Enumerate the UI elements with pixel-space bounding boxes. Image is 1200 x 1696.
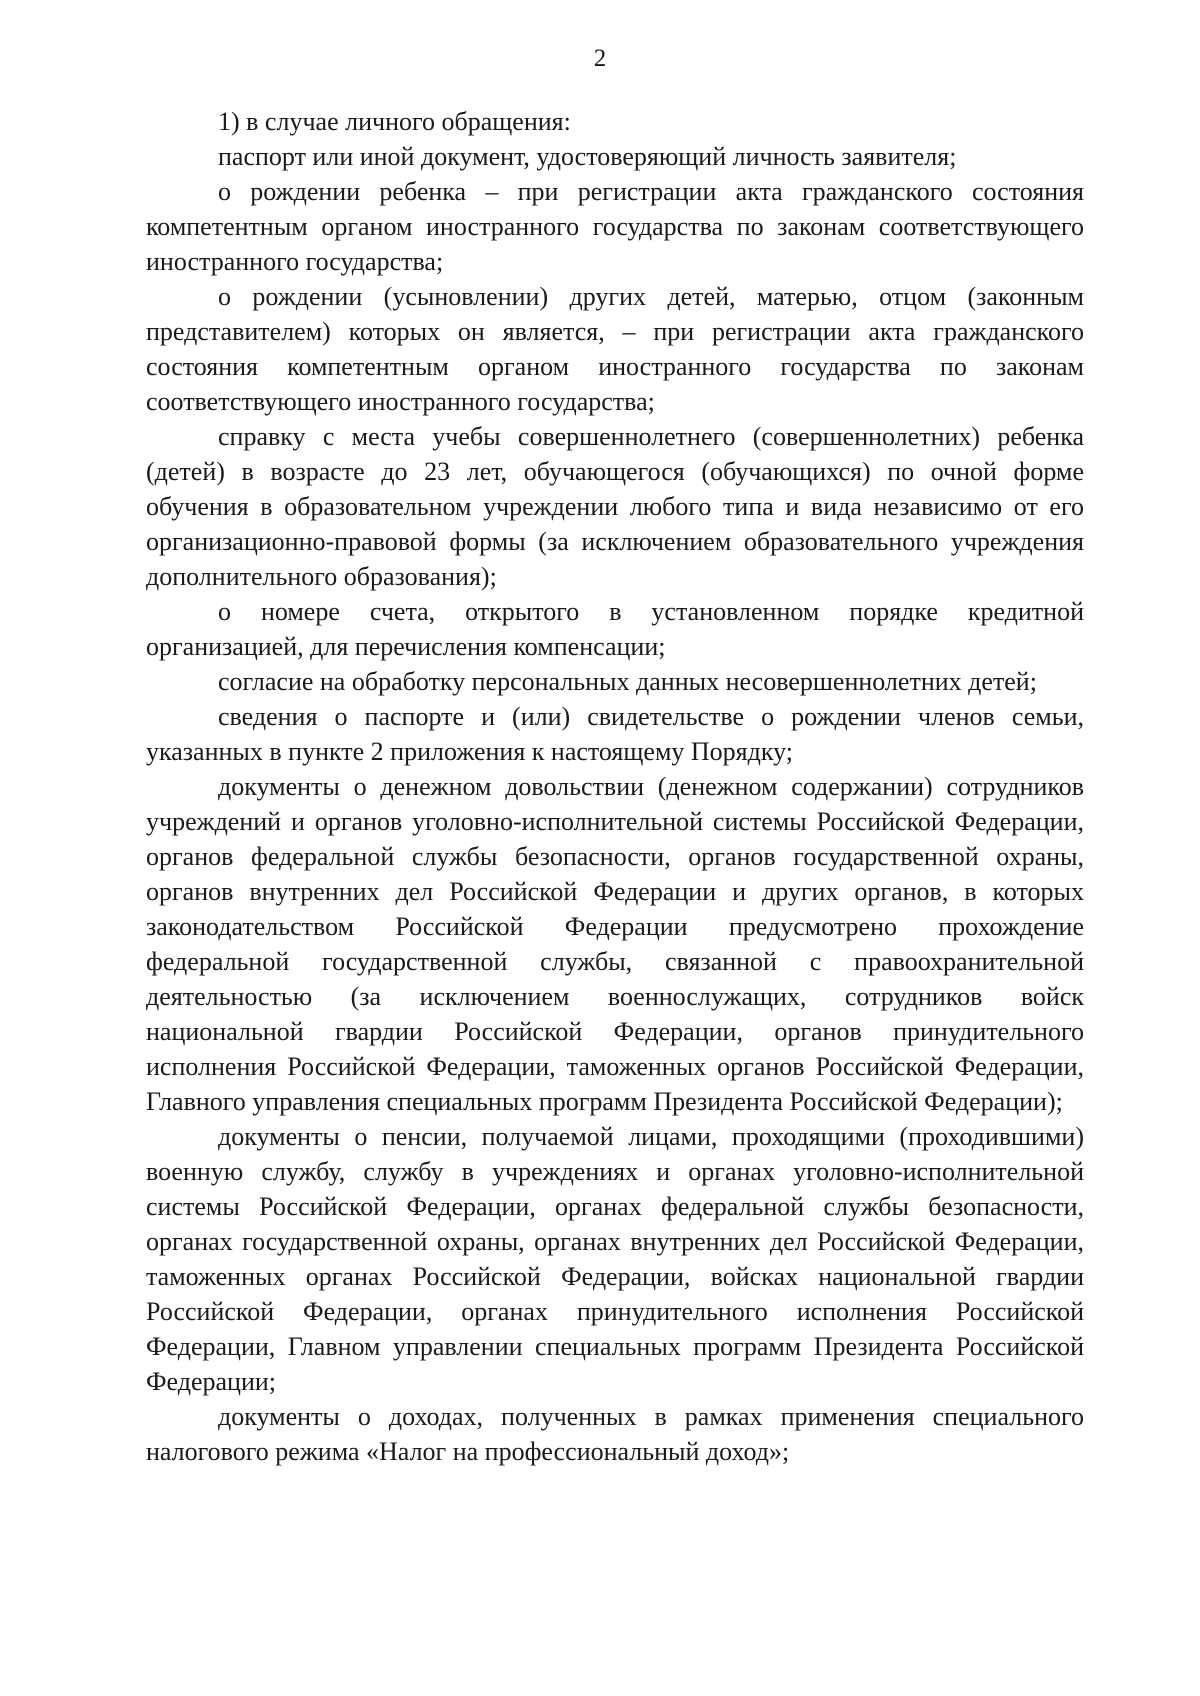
paragraph-allowance-documents: документы о денежном довольствии (денежном содержании) сотрудников учреждений и органов уголовно-исполнительной системы Российской Федерации, органов федеральной службы безопасности, органов государственной охраны, органов внутренних дел Российской Федерации и других органов, в которых законодательством Российской Федерации предусмотрено прохождение федеральной государственной службы, связанной с правоохранительной деятельностью (за исключением военнослужащих, сотрудников войск национальной гвардии Российской Федерации, органов принудительного исполнения Российской Федерации, таможенных органов Российской Федерации, Главного управления специальных программ Президента Российской Федерации); — [146, 772, 1084, 1116]
page-number: 2 — [593, 45, 607, 72]
paragraph-passport: паспорт или иной документ, удостоверяющий личность заявителя; — [218, 142, 957, 171]
paragraph-income-documents: документы о доходах, полученных в рамках применения специального налогового режима «Налог на профессиональный доход»; — [146, 1402, 1084, 1466]
paragraph-family-passport: сведения о паспорте и (или) свидетельстве о рождении членов семьи, указанных в пункте 2 приложения к настоящему Порядку; — [146, 702, 1084, 766]
paragraph-personal-appeal: 1) в случае личного обращения: — [218, 107, 571, 136]
paragraph-other-children-birth: о рождении (усыновлении) других детей, матерью, отцом (законным представителем) которых он является, – при регистрации акта гражданского состояния компетентным органом иностранного государства по законам соответствующего иностранного государства; — [146, 282, 1084, 416]
paragraph-study-certificate: справку с места учебы совершеннолетнего (совершеннолетних) ребенка (детей) в возрасте до 23 лет, обучающегося (обучающихся) по очной форме обучения в образовательном учреждении любого типа и вида независимо от его организационно-правовой формы (за исключением образовательного учреждения дополнительного образования); — [146, 422, 1084, 591]
paragraph-pension-documents: документы о пенсии, получаемой лицами, проходящими (проходившими) военную службу, службу в учреждениях и органах уголовно-исполнительной системы Российской Федерации, органах федеральной службы безопасности, органах государственной охраны, органах внутренних дел Российской Федерации, таможенных органах Российской Федерации, войсках национальной гвардии Российской Федерации, органах принудительного исполнения Российской Федерации, Главном управлении специальных программ Президента Российской Федерации; — [146, 1122, 1084, 1396]
paragraph-data-consent: согласие на обработку персональных данных несовершеннолетних детей; — [218, 667, 1037, 696]
paragraph-child-birth: о рождении ребенка – при регистрации акта гражданского состояния компетентным органом иностранного государства по законам соответствующего иностранного государства; — [146, 177, 1084, 276]
document-body — [146, 104, 1084, 1469]
paragraph-account-number: о номере счета, открытого в установленном порядке кредитной организацией, для перечисления компенсации; — [146, 597, 1084, 661]
